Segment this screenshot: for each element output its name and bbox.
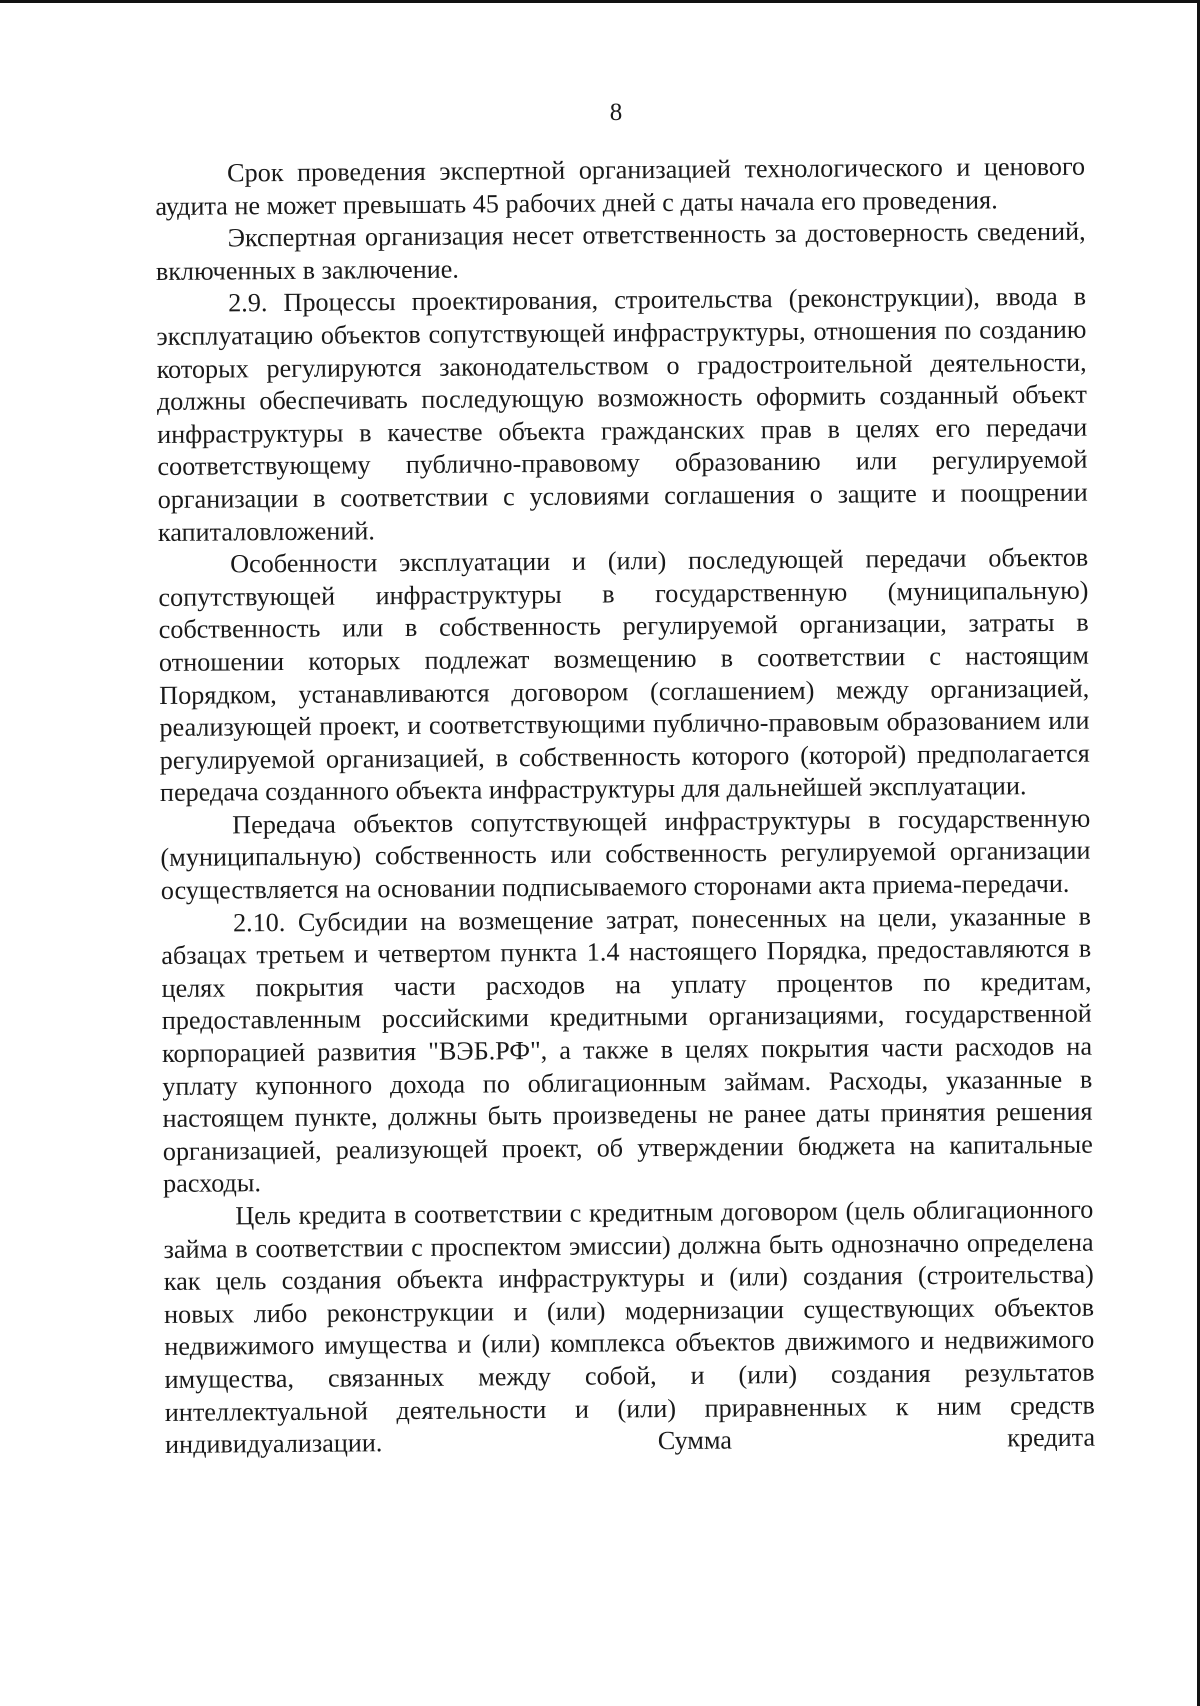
paragraph-operation-transfer: Особенности эксплуатации и (или) последующей передачи объектов сопутствующей инфраструктуры в государственную (муниципальную) собственность или в собственность регулируемой организации, затраты в отношении которых подлежат возмещению в соответствии с настоящим Порядком, устанавливаются договором (соглашением) между организацией, реализующей проект, и соответствующими публично-правовым образованием или регулируемой организацией, в собственность которого (которой) предполагается передача созданного объекта инфраструктуры для дальнейшей эксплуатации. [158,542,1090,808]
paragraph-2-9: 2.9. Процессы проектирования, строительства (реконструкции), ввода в эксплуатацию объектов сопутствующей инфраструктуры, отношения по созданию которых регулируются законодательством о градостроительной деятельности, должны обеспечивать последующую возможность оформить созданный объект инфраструктуры в качестве объекта гражданских прав в целях его передачи соответствующему публично-правовому образованию или регулируемой организации в соответствии с условиями соглашения о защите и поощрении капиталовложений. [156,282,1088,547]
paragraph-2-10: 2.10. Субсидии на возмещение затрат, понесенных на цели, указанные в абзацах третьем и четвертом пункта 1.4 настоящего Порядка, предоставляются в целях покрытия части расходов на уплату процентов по кредитам, предоставленным российскими кредитными организациями, государственной корпорацией развития "ВЭБ.РФ", а также в целях покрытия части расходов на уплату купонного дохода по облигационным займам. Расходы, указанные в настоящем пункте, должны быть произведены не ранее даты принятия решения организацией, реализующей проект, об утверждении бюджета на капитальные расходы. [161,901,1093,1199]
paragraph-audit-term: Срок проведения экспертной организацией технологического и ценового аудита не может превышать 45 рабочих дней с даты начала его проведения. [155,151,1086,221]
document-body [155,151,1095,1462]
page-number: 8 [609,99,623,126]
scan-edge-top [0,0,1200,3]
paragraph-expert-responsibility: Экспертная организация несет ответственность за достоверность сведений, включенных в заключение. [155,216,1086,286]
paragraph-transfer-act: Передача объектов сопутствующей инфраструктуры в государственную (муниципальную) собственность или собственность регулируемой организации осуществляется на основании подписываемого сторонами акта приема-передачи. [160,803,1091,906]
paragraph-credit-purpose: Цель кредита в соответствии с кредитным договором (цель облигационного займа в соответствии с проспектом эмиссии) должна быть однозначно определена как цель создания объекта инфраструктуры и (или) создания (строительства) новых либо реконструкции и (или) модернизации существующих объектов недвижимого имущества и (или) комплекса объектов движимого и недвижимого имущества, связанных между собой, и (или) создания результатов интеллектуальной деятельности и (или) приравненных к ним средств индивидуализации. Сумма кредита [163,1194,1096,1460]
